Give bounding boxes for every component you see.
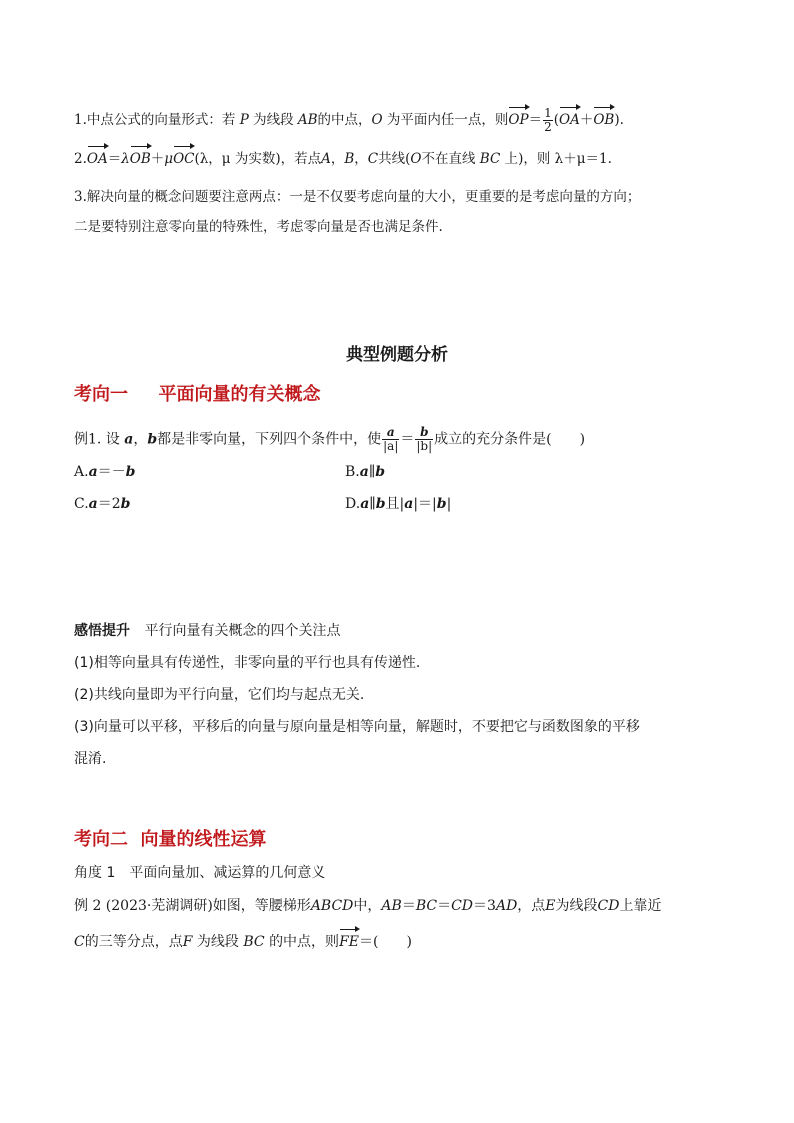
vector-OB: OB [129,151,151,167]
vector-OA: OA [559,112,580,128]
var-C: C [367,151,379,167]
note-text: 不在直线 [421,151,476,167]
comma: ， [354,151,368,167]
option-text: ＝2 [97,496,121,512]
var-AB: AB [381,898,402,914]
question-text: 成立的充分条件是( ) [434,431,586,448]
plus-sign: ＋ [150,151,165,167]
var-b: b [120,496,131,512]
option-text: ＝－ [97,464,126,480]
option-label: D. [345,496,361,512]
var-b: b [436,496,447,512]
var-P: P [239,112,249,128]
var-C: C [74,934,85,950]
option-a[interactable] [74,462,135,482]
fraction-numerator: a [382,426,399,440]
fraction-numerator: b [415,426,433,440]
question-text: 例1. 设 [74,431,120,448]
fraction-denominator: 2 [544,120,552,134]
parallel-symbol: ∥ [369,496,376,512]
var-AD: AD [495,898,518,914]
var-A: A [321,151,331,167]
insight-label: 感悟提升 [74,623,130,639]
question-text: 的中点，则 [269,934,340,950]
note-3-line-2: 二是要特别注意零向量的特殊性，考虑零向量是否也满足条件. [74,219,443,235]
option-text: | [446,496,452,512]
insight-point-2: (2)共线向量即为平行向量，它们均与起点无关. [74,687,365,703]
var-F: F [182,934,193,950]
var-lambda: λ [121,151,130,167]
note-1 [74,107,624,134]
var-b: b [375,464,386,480]
var-b: b [375,496,386,512]
var-AB: AB [297,112,318,128]
vector-OB: OB [593,112,615,128]
fraction-b-over-abs-b [415,426,433,453]
question-text: ，点 [517,898,546,914]
vector-FE: FE [339,934,359,950]
note-text: 上)，则 λ＋μ＝1. [504,151,612,167]
vector-OC: OC [173,151,195,167]
question-text: 中， [353,898,382,914]
question-text: 为线段 [555,898,598,914]
section-1-title: 考向一 平面向量的有关概念 [74,384,321,405]
var-CD: CD [451,898,474,914]
equals-sign: ＝ [528,112,543,128]
insight-title: 平行向量有关概念的四个关注点 [144,623,341,639]
var-a: a [359,464,369,480]
var-b: b [125,464,136,480]
note-text: 共线( [378,151,411,167]
fraction-numerator: 1 [544,106,552,120]
paren: ). [614,112,624,128]
fraction-a-over-abs-a [382,426,399,453]
vector-OP: OP [508,112,529,128]
var-BC: BC [479,151,501,167]
option-label: B. [345,464,360,480]
equals-sign: ＝ [401,898,416,914]
question-text: 都是非零向量，下列四个条件中，使 [157,431,382,448]
var-O: O [410,151,422,167]
note-text: 的中点， [317,112,372,128]
section-2-title: 考向二 向量的线性运算 [74,829,267,850]
question-text: ＝( ) [359,934,412,950]
comma: ， [133,431,148,448]
option-c[interactable] [74,494,130,514]
note-text: 为线段 [253,112,294,128]
question-text: ＝3 [473,898,496,914]
var-E: E [545,898,556,914]
question-text: 上靠近 [619,898,662,914]
example-2-line-1 [74,896,661,916]
insight-point-3-line-1: (3)向量可以平移，平移后的向量与原向量是相等向量，解题时，不要把它与函数图象的平移 [74,719,640,735]
option-b[interactable] [345,462,385,482]
option-label: A. [74,464,89,480]
note-text: (λ，μ 为实数)，若点 [194,151,322,167]
var-a: a [88,496,98,512]
plus-sign: ＋ [579,112,594,128]
question-text: 例 2 (2023·芜湖调研)如图，等腰梯形 [74,898,311,914]
insight-heading [74,621,340,641]
insight-point-3-line-2: 混淆. [74,751,107,767]
equals-sign: ＝ [400,431,415,448]
equals-sign: ＝ [437,898,452,914]
note-text: 2. [74,151,87,167]
var-BC: BC [243,934,265,950]
fraction-denominator: |b| [416,439,433,453]
var-mu: μ [164,151,174,167]
fraction-denominator: |a| [383,439,399,453]
comma: ， [330,151,345,167]
note-3-line-1: 3.解决向量的概念问题要注意两点：一是不仅要考虑向量的大小，更重要的是考虑向量的方向； [74,189,641,205]
angle-1-heading: 角度 1 平面向量加、减运算的几何意义 [74,865,326,881]
question-text: 的三等分点，点 [84,934,183,950]
fraction-half [543,107,553,134]
option-d[interactable] [345,494,451,514]
example-2-line-2 [74,932,412,952]
parallel-symbol: ∥ [368,464,376,480]
var-b: b [147,431,158,448]
note-text: 为平面内任一点，则 [386,112,509,128]
insight-point-1: (1)相等向量具有传递性，非零向量的平行也具有传递性. [74,655,421,671]
option-text: |＝| [413,496,437,512]
var-a: a [124,431,134,448]
var-B: B [344,151,355,167]
var-O: O [371,112,383,128]
page-title: 典型例题分析 [346,345,448,365]
note-2 [74,149,612,169]
note-text: 1.中点公式的向量形式：若 [74,112,236,128]
option-text: 且| [385,496,405,512]
var-BC: BC [415,898,438,914]
example-1-question [74,426,585,453]
var-a: a [404,496,414,512]
var-CD: CD [597,898,620,914]
var-a: a [360,496,370,512]
equals-sign: ＝ [107,151,122,167]
var-a: a [88,464,98,480]
var-ABCD: ABCD [310,898,354,914]
vector-OA: OA [86,151,108,167]
question-text: 为线段 [196,934,239,950]
paren: ( [553,112,559,128]
option-label: C. [74,496,89,512]
